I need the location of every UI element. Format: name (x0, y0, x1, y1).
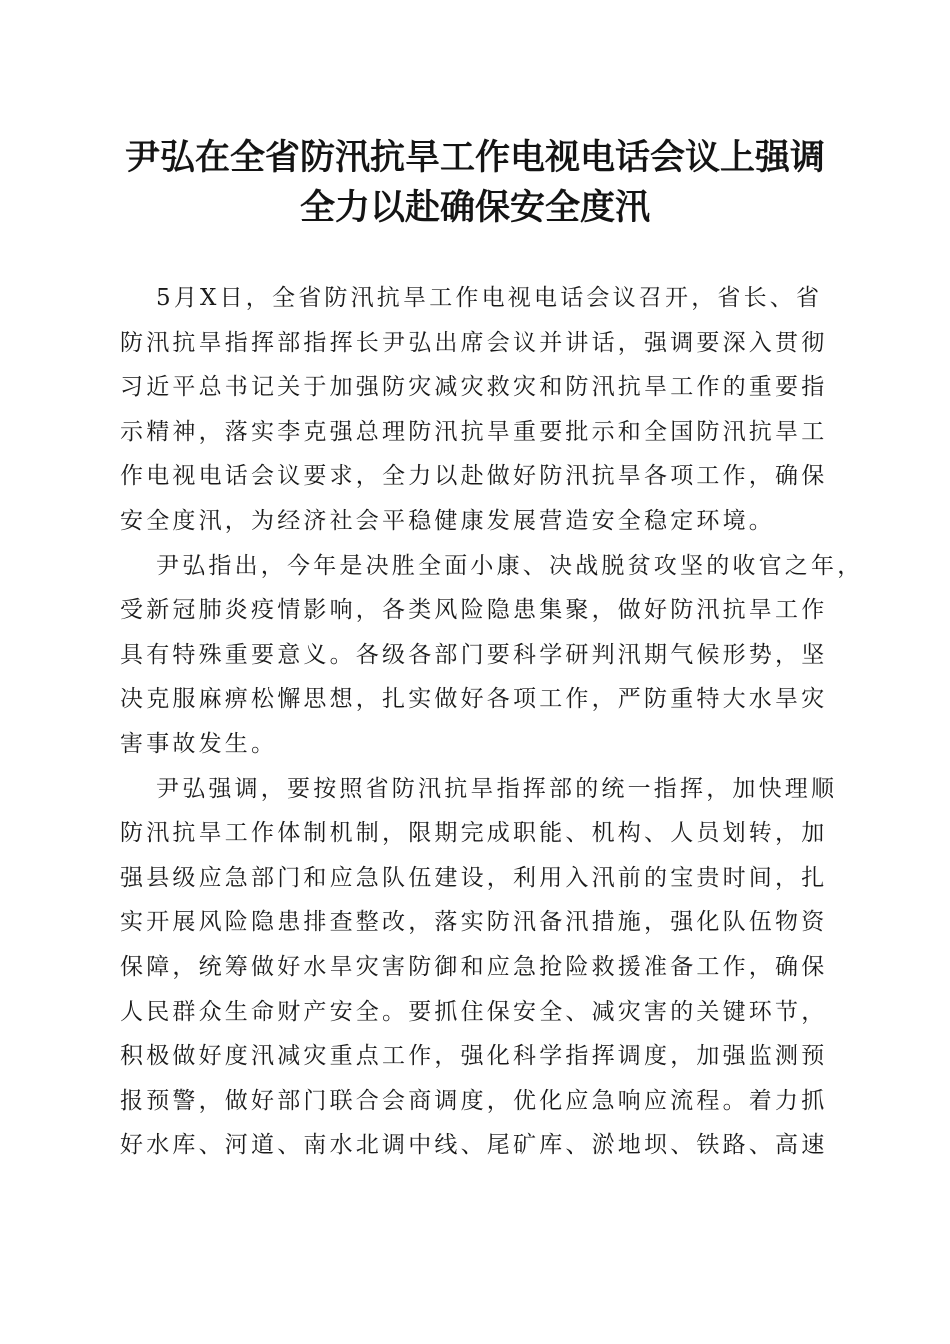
paragraph-line: 尹弘指出，今年是决胜全面小康、决战脱贫攻坚的收官之年， (156, 552, 864, 579)
paragraph-line: 习近平总书记关于加强防灾减灾救灾和防汛抗旱工作的重要指 (120, 374, 828, 401)
paragraph-line: 安全度汛，为经济社会平稳健康发展营造安全稳定环境。 (120, 507, 775, 534)
document-title-line-1: 尹弘在全省防汛抗旱工作电视电话会议上强调 (124, 137, 825, 178)
document-body (120, 276, 864, 1168)
paragraph-line: 实开展风险隐患排查整改，落实防汛备汛措施，强化队伍物资 (120, 909, 828, 936)
paragraph-line: 强县级应急部门和应急队伍建设，利用入汛前的宝贵时间，扎 (120, 864, 828, 891)
paragraph-line: 防汛抗旱指挥部指挥长尹弘出席会议并讲话，强调要深入贯彻 (120, 329, 828, 356)
paragraph-3 (120, 767, 838, 1168)
paragraph-line: 害事故发生。 (120, 730, 278, 757)
paragraph-2 (120, 544, 864, 767)
paragraph-line: 报预警，做好部门联合会商调度，优化应急响应流程。着力抓 (120, 1087, 828, 1114)
paragraph-line: 决克服麻痹松懈思想，扎实做好各项工作，严防重特大水旱灾 (120, 686, 828, 713)
paragraph-line: 防汛抗旱工作体制机制，限期完成职能、机构、人员划转，加 (120, 820, 828, 847)
paragraph-1 (120, 276, 832, 544)
paragraph-line: 5月X日，全省防汛抗旱工作电视电话会议召开，省长、省 (156, 285, 823, 311)
document-title-line-2: 全力以赴确保安全度汛 (299, 187, 650, 228)
paragraph-line: 受新冠肺炎疫情影响，各类风险隐患集聚，做好防汛抗旱工作 (120, 597, 828, 624)
paragraph-line: 作电视电话会议要求，全力以赴做好防汛抗旱各项工作，确保 (120, 463, 828, 490)
paragraph-line: 尹弘强调，要按照省防汛抗旱指挥部的统一指挥，加快理顺 (156, 775, 838, 802)
paragraph-line: 好水库、河道、南水北调中线、尾矿库、淤地坝、铁路、高速 (120, 1132, 828, 1159)
paragraph-line: 人民群众生命财产安全。要抓住保安全、减灾害的关键环节， (120, 998, 828, 1025)
paragraph-line: 示精神，落实李克强总理防汛抗旱重要批示和全国防汛抗旱工 (120, 418, 828, 445)
paragraph-line: 保障，统筹做好水旱灾害防御和应急抢险救援准备工作，确保 (120, 953, 828, 980)
paragraph-line: 具有特殊重要意义。各级各部门要科学研判汛期气候形势，坚 (120, 641, 828, 668)
paragraph-line: 积极做好度汛减灾重点工作，强化科学指挥调度，加强监测预 (120, 1043, 828, 1070)
